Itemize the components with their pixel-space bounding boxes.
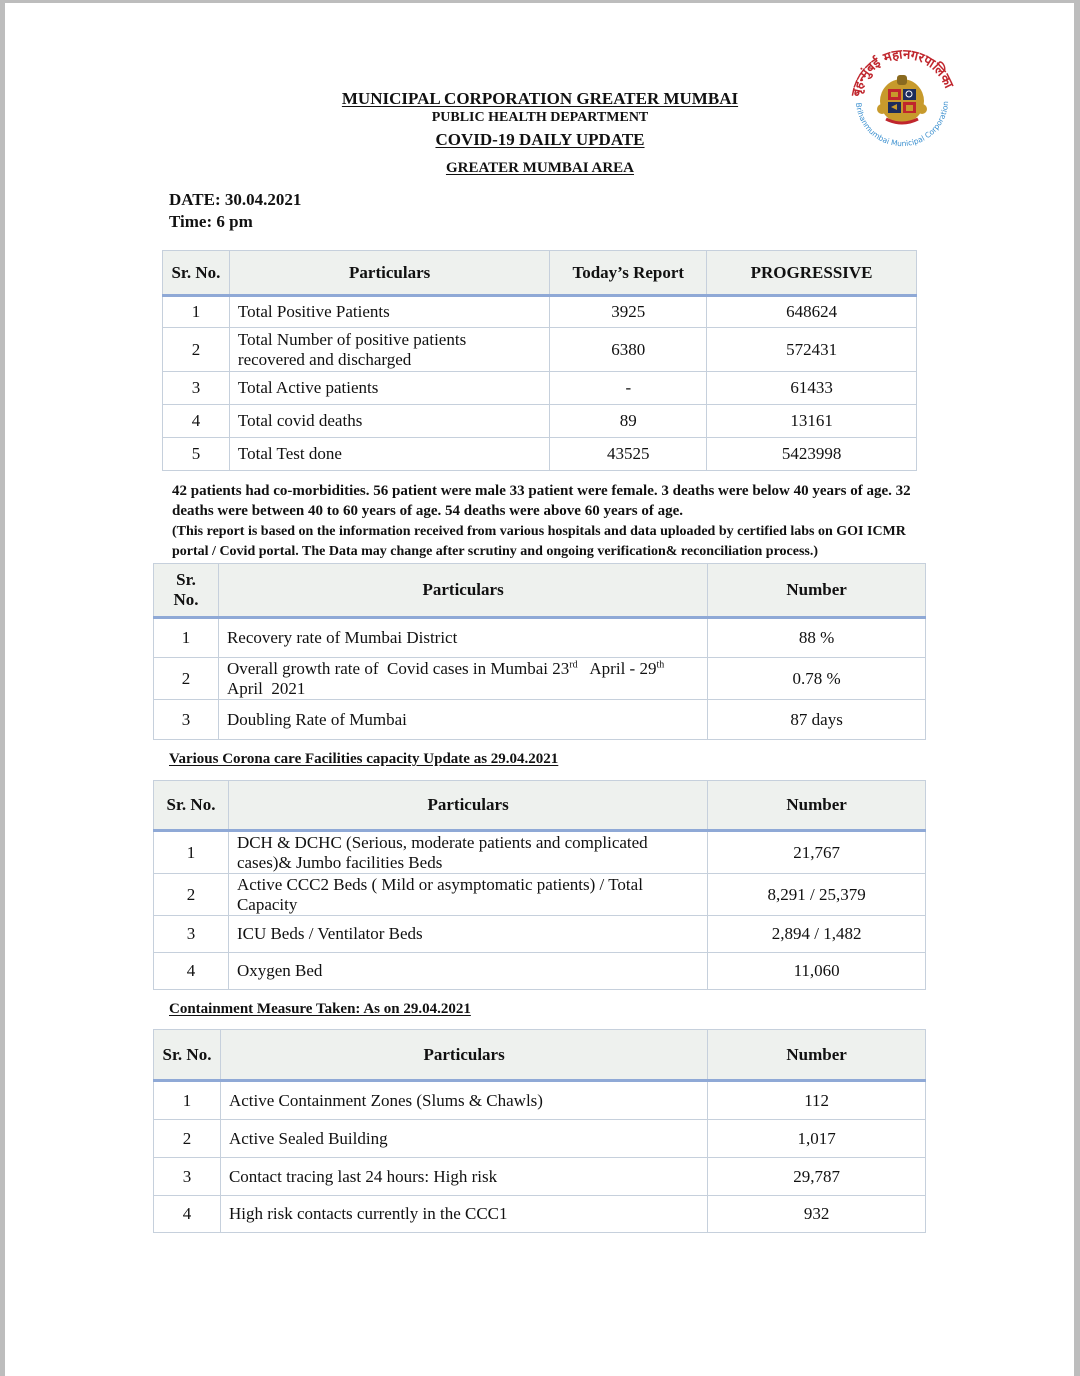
table-row xyxy=(163,405,917,438)
document-title: COVID-19 DAILY UPDATE xyxy=(435,130,645,149)
report-time: Time: 6 pm xyxy=(169,212,253,231)
today-value: 43525 xyxy=(550,438,707,471)
particular: Recovery rate of Mumbai District xyxy=(218,618,707,658)
particular: Oxygen Bed xyxy=(228,953,707,990)
col-header-progressive: PROGRESSIVE xyxy=(707,251,917,296)
col-header-sr-no: Sr. No. xyxy=(154,781,229,831)
particular: DCH & DCHC (Serious, moderate patients and complicated cases)& Jumbo facilities Beds xyxy=(228,831,707,874)
number-value: 88 % xyxy=(708,618,926,658)
disclaimer-note: (This report is based on the information received from various hospitals and data uploaded by certified labs on GOI ICMR portal / Covid portal. The Data may change after scrutiny and ongoing verification& reconciliation process.) xyxy=(172,524,906,559)
area-title: GREATER MUMBAI AREA xyxy=(445,160,635,176)
progressive-value: 61433 xyxy=(707,372,917,405)
number-value: 0.78 % xyxy=(708,658,926,700)
facilities-table xyxy=(153,780,926,990)
table-row xyxy=(154,953,926,990)
sr-no: 2 xyxy=(154,658,219,700)
table-row xyxy=(154,1081,926,1120)
number-value: 932 xyxy=(708,1196,926,1233)
particular: Active Sealed Building xyxy=(220,1120,707,1158)
col-header-sr-no: Sr. No. xyxy=(163,251,230,296)
particular: Active CCC2 Beds ( Mild or asymptomatic patients) / Total Capacity xyxy=(228,874,707,916)
col-header-sr-no: Sr. No. xyxy=(154,1030,221,1081)
particular: High risk contacts currently in the CCC1 xyxy=(220,1196,707,1233)
report-date: DATE: 30.04.2021 xyxy=(169,190,302,209)
today-value: 6380 xyxy=(550,328,707,372)
col-header-number: Number xyxy=(708,781,926,831)
sr-no: 1 xyxy=(154,1081,221,1120)
daily-summary-table xyxy=(162,250,917,471)
svg-text:Brihanmumbai Municipal Corpora: Brihanmumbai Municipal Corporation xyxy=(853,100,951,149)
col-header-sr-no: Sr. No. xyxy=(154,564,219,618)
sr-no: 3 xyxy=(163,372,230,405)
table-row xyxy=(154,874,926,916)
sr-no: 5 xyxy=(163,438,230,471)
progressive-value: 572431 xyxy=(707,328,917,372)
number-value: 87 days xyxy=(708,700,926,740)
sr-no: 1 xyxy=(163,296,230,328)
sr-no: 4 xyxy=(154,953,229,990)
particular: Total Test done xyxy=(229,438,549,471)
particular: Active Containment Zones (Slums & Chawls) xyxy=(220,1081,707,1120)
sr-no: 3 xyxy=(154,916,229,953)
sr-no: 2 xyxy=(154,1120,221,1158)
table-row xyxy=(154,916,926,953)
col-header-todays-report: Today’s Report xyxy=(550,251,707,296)
table-row xyxy=(163,438,917,471)
number-value: 11,060 xyxy=(708,953,926,990)
sr-no: 4 xyxy=(154,1196,221,1233)
number-value: 2,894 / 1,482 xyxy=(708,916,926,953)
sr-no: 2 xyxy=(163,328,230,372)
particular: Contact tracing last 24 hours: High risk xyxy=(220,1158,707,1196)
particular: Total Number of positive patients recovered and discharged xyxy=(229,328,549,372)
number-value: 8,291 / 25,379 xyxy=(708,874,926,916)
col-header-particulars: Particulars xyxy=(220,1030,707,1081)
svg-text:बृहन्मुंबई महानगरपालिका: बृहन्मुंबई महानगरपालिका xyxy=(849,47,956,98)
facilities-section-title: Various Corona care Facilities capacity Update as 29.04.2021 xyxy=(169,751,559,767)
sr-no: 2 xyxy=(154,874,229,916)
col-header-particulars: Particulars xyxy=(218,564,707,618)
col-header-particulars: Particulars xyxy=(228,781,707,831)
sr-no: 3 xyxy=(154,700,219,740)
table-row xyxy=(154,700,926,740)
rates-table xyxy=(153,563,926,740)
containment-table xyxy=(153,1029,926,1233)
table-row xyxy=(154,658,926,700)
particular: Overall growth rate of Covid cases in Mumbai 23rd April - 29th April 2021 xyxy=(218,658,707,700)
today-value: - xyxy=(550,372,707,405)
deaths-summary-note: 42 patients had co-morbidities. 56 patient were male 33 patient were female. 3 deaths were below 40 years of age. 32 deaths were between 40 to 60 years of age. 54 deaths were above 60 years of age. xyxy=(172,483,911,519)
col-header-number: Number xyxy=(708,1030,926,1081)
number-value: 21,767 xyxy=(708,831,926,874)
particular: Total covid deaths xyxy=(229,405,549,438)
containment-section-title: Containment Measure Taken: As on 29.04.2021 xyxy=(169,1001,471,1017)
table-row xyxy=(163,296,917,328)
org-title: MUNICIPAL CORPORATION GREATER MUMBAI xyxy=(341,89,739,108)
sr-no: 1 xyxy=(154,618,219,658)
col-header-number: Number xyxy=(708,564,926,618)
number-value: 112 xyxy=(708,1081,926,1120)
bmc-emblem-icon xyxy=(842,45,962,165)
particular: Total Active patients xyxy=(229,372,549,405)
sr-no: 4 xyxy=(163,405,230,438)
number-value: 29,787 xyxy=(708,1158,926,1196)
col-header-particulars: Particulars xyxy=(229,251,549,296)
table-row xyxy=(154,1120,926,1158)
table-row xyxy=(154,831,926,874)
progressive-value: 13161 xyxy=(707,405,917,438)
number-value: 1,017 xyxy=(708,1120,926,1158)
table-row xyxy=(154,1196,926,1233)
progressive-value: 5423998 xyxy=(707,438,917,471)
table-row xyxy=(163,328,917,372)
department-title: PUBLIC HEALTH DEPARTMENT xyxy=(431,110,649,125)
table-row xyxy=(154,618,926,658)
particular: ICU Beds / Ventilator Beds xyxy=(228,916,707,953)
particular: Total Positive Patients xyxy=(229,296,549,328)
progressive-value: 648624 xyxy=(707,296,917,328)
table-row xyxy=(154,1158,926,1196)
sr-no: 3 xyxy=(154,1158,221,1196)
sr-no: 1 xyxy=(154,831,229,874)
today-value: 89 xyxy=(550,405,707,438)
table-row xyxy=(163,372,917,405)
particular: Doubling Rate of Mumbai xyxy=(218,700,707,740)
today-value: 3925 xyxy=(550,296,707,328)
